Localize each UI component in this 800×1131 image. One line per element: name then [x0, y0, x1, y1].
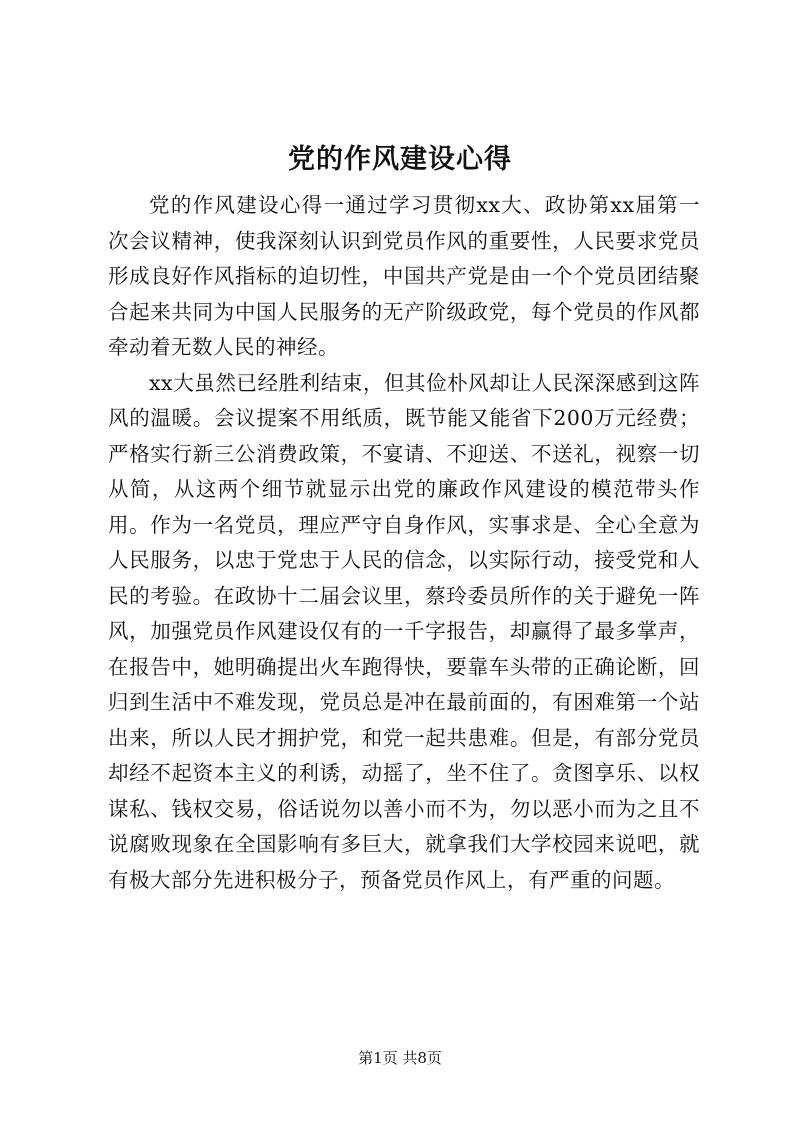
- document-body: [108, 188, 700, 898]
- paragraph-1: 党的作风建设心得一通过学习贯彻xx大、政协第xx届第一次会议精神，使我深刻认识到党员作风的重要性，人民要求党员形成良好作风指标的迫切性，中国共产党是由一个个党员团结聚合起来共同为中国人民服务的无产阶级政党，每个党员的作风都牵动着无数人民的神经。: [108, 193, 700, 359]
- page-number: 第1页 共8页: [358, 1049, 442, 1067]
- document-title: 党的作风建设心得: [288, 144, 512, 175]
- paragraph-2: xx大虽然已经胜利结束，但其俭朴风却让人民深深感到这阵风的温暖。会议提案不用纸质，既节能又能省下200万元经费；严格实行新三公消费政策，不宴请、不迎送、不送礼，视察一切从简，从这两个细节就显示出党的廉政作风建设的模范带头作用。作为一名党员，理应严守自身作风，实事求是、全心全意为人民服务，以忠于党忠于人民的信念，以实际行动，接受党和人民的考验。在政协十二届会议里，蔡玲委员所作的关于避免一阵风，加强党员作风建设仅有的一千字报告，却赢得了最多掌声，在报告中，她明确提出火车跑得快，要靠车头带的正确论断，回归到生活中不难发现，党员总是冲在最前面的，有困难第一个站出来，所以人民才拥护党，和党一起共患难。但是，有部分党员却经不起资本主义的利诱，动摇了，坐不住了。贪图享乐、以权谋私、钱权交易，俗话说勿以善小而不为，勿以恶小而为之且不说腐败现象在全国影响有多巨大，就拿我们大学校园来说吧，就有极大部分先进积极分子，预备党员作风上，有严重的问题。: [108, 370, 700, 892]
